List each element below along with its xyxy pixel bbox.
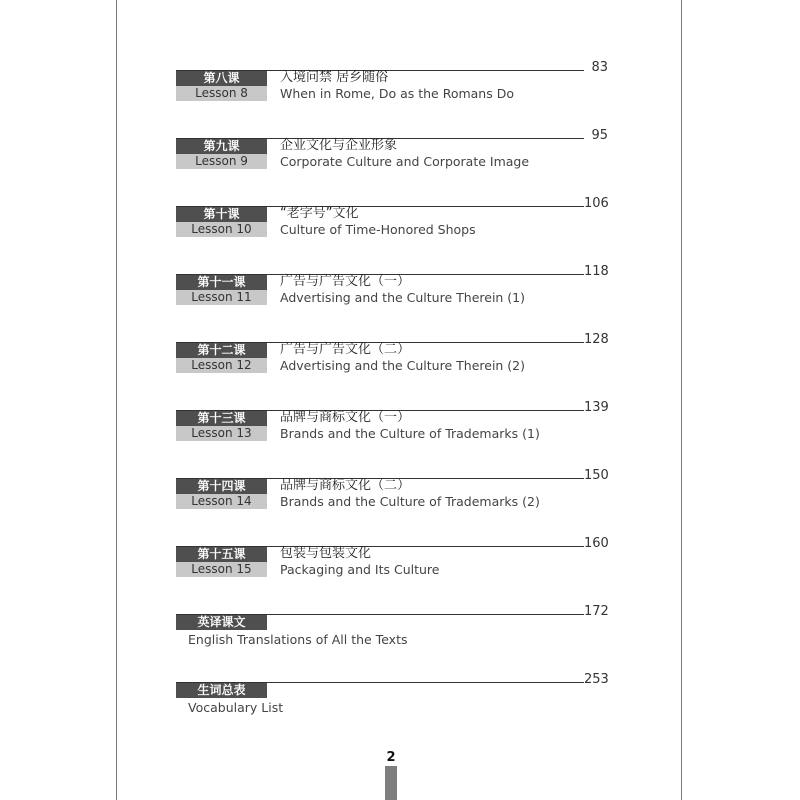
footer-page-number: 2	[380, 750, 402, 766]
toc-entry-lesson-9[interactable]	[176, 128, 608, 177]
toc-page-number: 253	[584, 672, 609, 687]
lesson-tag-en: Lesson 11	[176, 290, 267, 305]
lesson-title-en: Advertising and the Culture Therein (2)	[280, 358, 526, 373]
appendix-tag-zh: 英译课文	[176, 615, 267, 630]
toc-entry-lesson-11[interactable]	[176, 264, 609, 313]
toc-entry-english-translations[interactable]	[176, 604, 609, 653]
lesson-title-en: Brands and the Culture of Trademarks (2)	[280, 494, 540, 509]
toc-entry-lesson-13[interactable]	[176, 400, 609, 449]
lesson-tag-zh: 第十五课	[176, 547, 267, 562]
toc-page-number: 95	[591, 128, 608, 143]
lesson-tag-en: Lesson 9	[176, 154, 267, 169]
toc-entry-lesson-8[interactable]	[176, 60, 608, 109]
toc-page-number: 139	[584, 400, 609, 415]
lesson-title-zh: 企业文化与企业形象	[280, 138, 398, 153]
toc-page-number: 128	[584, 332, 609, 347]
toc-entry-lesson-12[interactable]	[176, 332, 609, 381]
lesson-title-en: Advertising and the Culture Therein (1)	[280, 290, 526, 305]
lesson-tag-zh: 第八课	[176, 71, 267, 86]
lesson-tag-en: Lesson 13	[176, 426, 267, 441]
lesson-title-zh: 入境问禁 居乡随俗	[280, 70, 389, 85]
toc-page-number: 172	[584, 604, 609, 619]
toc-page-number: 118	[584, 264, 609, 279]
lesson-tag-zh: 第十一课	[176, 275, 267, 290]
lesson-title-en: Corporate Culture and Corporate Image	[280, 154, 530, 169]
lesson-tag-en: Lesson 8	[176, 86, 267, 101]
lesson-title-en: Brands and the Culture of Trademarks (1)	[280, 426, 540, 441]
lesson-tag-en: Lesson 14	[176, 494, 267, 509]
lesson-title-en: Culture of Time-Honored Shops	[280, 222, 476, 237]
lesson-tag-en: Lesson 12	[176, 358, 267, 373]
toc-page-number: 83	[591, 60, 608, 75]
lesson-tag-zh: 第九课	[176, 139, 267, 154]
lesson-title-en: When in Rome, Do as the Romans Do	[280, 86, 514, 101]
lesson-tag-en: Lesson 10	[176, 222, 267, 237]
lesson-title-en: Packaging and Its Culture	[280, 562, 440, 577]
appendix-tag-zh: 生词总表	[176, 683, 267, 698]
lesson-tag-zh: 第十二课	[176, 343, 267, 358]
toc-entry-vocabulary-list[interactable]	[176, 672, 609, 721]
toc-page-number: 106	[584, 196, 609, 211]
lesson-title-zh: 广告与广告文化（一）	[280, 274, 411, 289]
toc-entry-lesson-14[interactable]	[176, 468, 609, 517]
lesson-title-zh: 广告与广告文化（二）	[280, 342, 411, 357]
lesson-title-zh: 品牌与商标文化（二）	[280, 478, 411, 493]
toc-page-number: 160	[584, 536, 609, 551]
lesson-tag-en: Lesson 15	[176, 562, 267, 577]
appendix-title-en: Vocabulary List	[188, 700, 284, 715]
lesson-tag-zh: 第十三课	[176, 411, 267, 426]
toc-entry-lesson-10[interactable]	[176, 196, 609, 245]
lesson-title-zh: “老字号”文化	[280, 206, 359, 221]
lesson-tag-zh: 第十四课	[176, 479, 267, 494]
appendix-title-en: English Translations of All the Texts	[188, 632, 408, 647]
lesson-title-zh: 品牌与商标文化（一）	[280, 410, 411, 425]
toc-page-number: 150	[584, 468, 609, 483]
lesson-tag-zh: 第十课	[176, 207, 267, 222]
lesson-title-zh: 包装与包装文化	[280, 546, 372, 561]
toc-entry-lesson-15[interactable]	[176, 536, 609, 585]
